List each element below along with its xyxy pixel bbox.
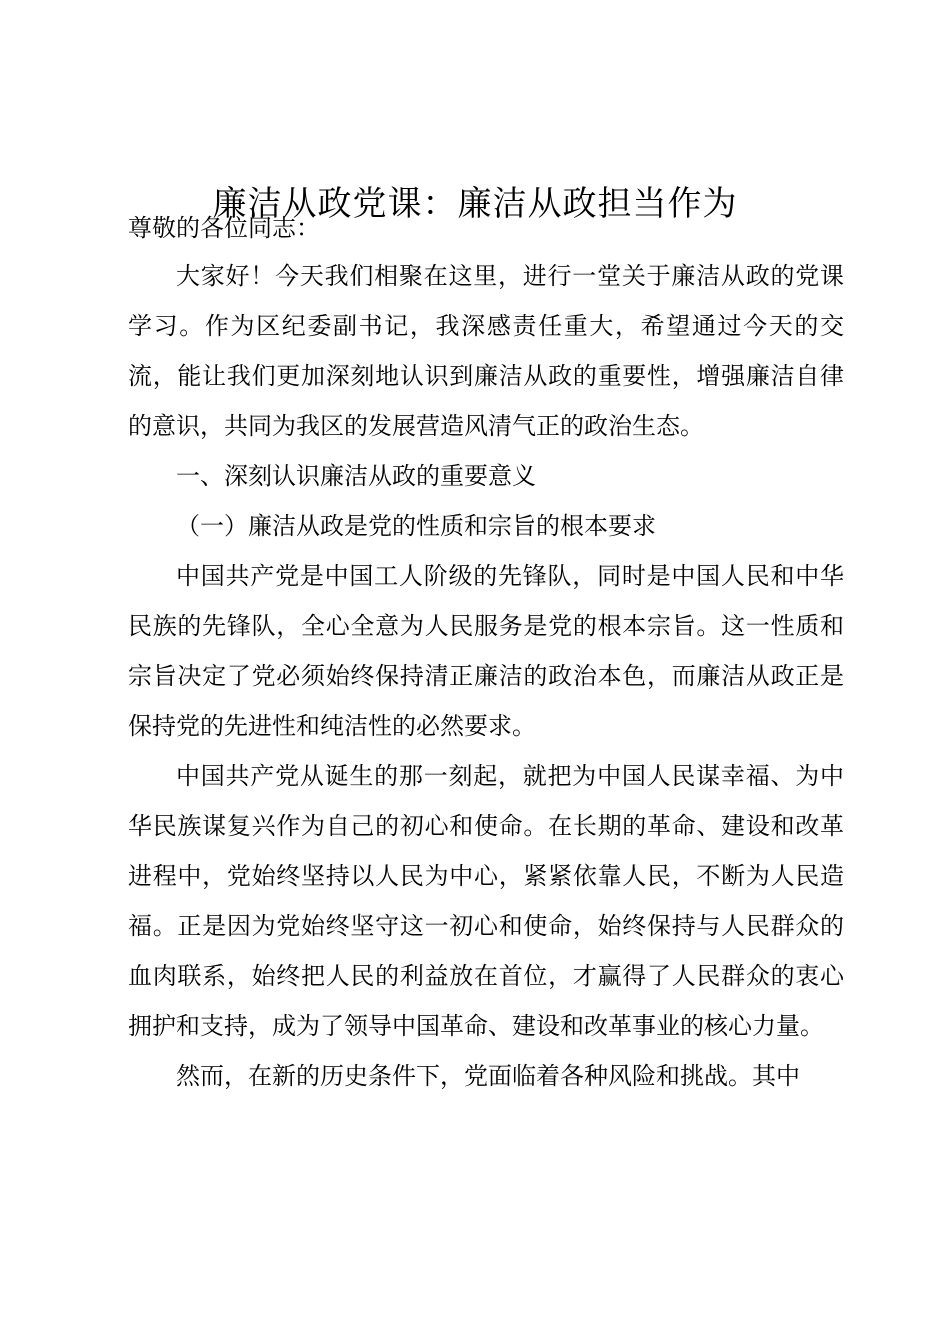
salutation: 尊敬的各位同志：: [128, 214, 320, 242]
paragraph-party-nature: 中国共产党是中国工人阶级的先锋队，同时是中国人民和中华民族的先锋队，全心全意为人民服务是党的根本宗旨。这一性质和宗旨决定了党必须始终保持清正廉洁的政治本色，而廉洁从政正是保持党的先进性和纯洁性的必然要求。: [128, 562, 844, 740]
section-heading-1: 一、深刻认识廉洁从政的重要意义: [176, 462, 536, 490]
document-body: [128, 206, 844, 1101]
paragraph-new-conditions: 然而，在新的历史条件下，党面临着各种风险和挑战。其中: [176, 1062, 800, 1090]
document-title: 廉洁从政党课：廉洁从政担当作为: [212, 184, 738, 224]
paragraph-party-mission: 中国共产党从诞生的那一刻起，就把为中国人民谋幸福、为中华民族谋复兴作为自己的初心和使命。在长期的革命、建设和改革进程中，党始终坚持以人民为中心，紧紧依靠人民，不断为人民造福。正是因为党始终坚守这一初心和使命，始终保持与人民群众的血肉联系，始终把人民的利益放在首位，才赢得了人民群众的衷心拥护和支持，成为了领导中国革命、建设和改革事业的核心力量。: [128, 762, 844, 1040]
paragraph-intro: 大家好！今天我们相聚在这里，进行一堂关于廉洁从政的党课学习。作为区纪委副书记，我深感责任重大，希望通过今天的交流，能让我们更加深刻地认识到廉洁从政的重要性，增强廉洁自律的意识，共同为我区的发展营造风清气正的政治生态。: [128, 262, 844, 440]
subsection-heading-1-1: （一）廉洁从政是党的性质和宗旨的根本要求: [176, 512, 656, 540]
